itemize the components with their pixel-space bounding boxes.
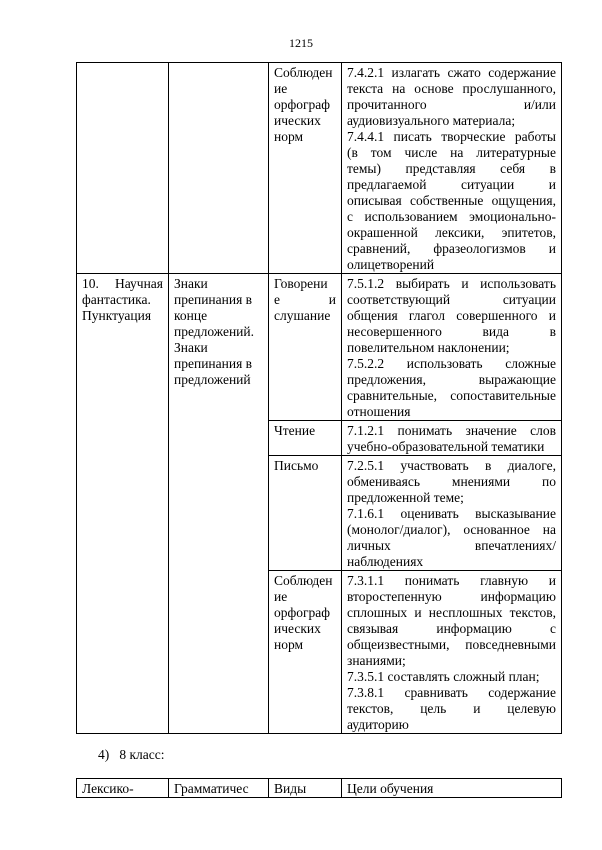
- objective-item: [347, 669, 556, 685]
- objective-line: знаниями;: [347, 653, 406, 668]
- objective-line: текстов, цель и целевую: [347, 701, 556, 716]
- activity-type-cell-line: Чтение: [274, 423, 316, 438]
- section-title: 8 класс:: [119, 747, 165, 762]
- objective-line: несовершенного вида в: [347, 324, 556, 339]
- activity-type-cell-line: орфограф: [274, 605, 331, 620]
- objective-line: общеизвестными, повседневными: [347, 637, 556, 652]
- grammar-cell-line: препинания в: [174, 356, 253, 371]
- topic-cell: [77, 63, 169, 274]
- header-grammar: Грамматичес: [169, 779, 269, 798]
- page-number: 1215: [289, 36, 313, 50]
- objective-item: [347, 423, 556, 455]
- objective-item: [347, 506, 556, 570]
- grammar-cell-line: Знаки: [174, 276, 208, 291]
- objective-line: 7.2.5.1 участвовать в диалоге,: [347, 458, 556, 473]
- table-row: [77, 63, 562, 274]
- objective-item: [347, 65, 556, 129]
- objective-line: личных впечатлениях/: [347, 538, 556, 553]
- objective-line: 7.3.8.1 сравнивать содержание: [347, 685, 556, 700]
- topic-cell: [77, 274, 169, 734]
- grammar-cell: [169, 274, 269, 734]
- objective-line: 7.5.1.2 выбирать и использовать: [347, 276, 556, 291]
- topic-cell-line: фантастика.: [82, 292, 151, 307]
- objective-line: темы) представляя себя в: [347, 161, 556, 176]
- header-activities: Виды: [269, 779, 342, 798]
- grammar-cell-line: конце: [174, 308, 208, 323]
- objective-line: повелительном наклонении;: [347, 340, 510, 355]
- activity-type-cell: [269, 421, 342, 456]
- activity-type-cell-line: ических: [274, 113, 321, 128]
- objective-line: сравнений, фразеологизмов и: [347, 241, 556, 256]
- objectives-cell: [342, 421, 562, 456]
- objective-line: описывая собственные ощущения,: [347, 193, 556, 208]
- objective-item: [347, 458, 556, 506]
- grade8-header-row: [77, 779, 562, 798]
- objective-line: аудиовизуального материала;: [347, 113, 516, 128]
- objective-line: связывая информацию с: [347, 621, 556, 636]
- objectives-cell: [342, 63, 562, 274]
- header-objectives: Цели обучения: [342, 779, 562, 798]
- objective-line: (монолог/диалог), основанное на: [347, 522, 556, 537]
- objective-line: второстепенную информацию: [347, 589, 556, 604]
- objectives-cell: [342, 274, 562, 421]
- activity-type-cell-line: ие: [274, 81, 288, 96]
- objective-item: [347, 276, 556, 356]
- objective-item: [347, 356, 556, 420]
- objective-line: олицетворений: [347, 257, 435, 272]
- grammar-cell: [169, 63, 269, 274]
- grammar-cell-line: предложений: [174, 372, 251, 387]
- section-heading: [98, 747, 165, 763]
- objective-line: наблюдениях: [347, 554, 424, 569]
- grammar-cell-line: предложений.: [174, 324, 254, 339]
- objective-line: аудиторию: [347, 717, 409, 732]
- objective-item: [347, 129, 556, 273]
- objective-line: 7.1.2.1 понимать значение слов: [347, 423, 556, 438]
- objective-line: 7.3.5.1 составлять сложный план;: [347, 669, 540, 684]
- curriculum-table: [76, 62, 562, 734]
- objective-line: (в том числе на литературные: [347, 145, 556, 160]
- objective-line: окрашенной лексики, эпитетов,: [347, 225, 556, 240]
- activity-type-cell-line: норм: [274, 637, 304, 652]
- objective-line: 7.5.2.2 использовать сложные: [347, 356, 556, 371]
- objective-line: с использованием эмоционально-: [347, 209, 556, 224]
- objective-line: соответствующий ситуации: [347, 292, 556, 307]
- activity-type-cell: [269, 456, 342, 571]
- objective-line: общения глагол совершенного и: [347, 308, 556, 323]
- header-lexical: Лексико-: [77, 779, 169, 798]
- topic-cell-line: Пунктуация: [82, 308, 152, 323]
- activity-type-cell-line: е и: [274, 292, 336, 307]
- grammar-cell-line: препинания в: [174, 292, 253, 307]
- objectives-cell: [342, 456, 562, 571]
- objective-line: отношения: [347, 404, 411, 419]
- activity-type-cell-line: норм: [274, 129, 304, 144]
- section-number: 4): [98, 747, 110, 762]
- activity-type-cell-line: Соблюден: [274, 65, 333, 80]
- grade8-table: [76, 778, 562, 798]
- objective-line: 7.1.6.1 оценивать высказывание: [347, 506, 556, 521]
- activity-type-cell: [269, 63, 342, 274]
- objective-line: 7.4.4.1 писать творческие работы: [347, 129, 556, 144]
- objective-line: сравнительные, сопоставительные: [347, 388, 556, 403]
- activity-type-cell: [269, 274, 342, 421]
- objective-item: [347, 573, 556, 669]
- objective-line: 7.4.2.1 излагать сжато содержание: [347, 65, 556, 80]
- table-row: [77, 274, 562, 421]
- activity-type-cell-line: Письмо: [274, 458, 319, 473]
- activity-type-cell-line: ических: [274, 621, 321, 636]
- objective-line: сплошных и несплошных текстов,: [347, 605, 556, 620]
- activity-type-cell-line: Говорени: [274, 276, 328, 291]
- activity-type-cell-line: ие: [274, 589, 288, 604]
- activity-type-cell-line: орфограф: [274, 97, 331, 112]
- objective-line: предложения, выражающие: [347, 372, 556, 387]
- objective-line: текста на основе прослушанного,: [347, 81, 556, 96]
- topic-cell-line: 10. Научная: [82, 276, 163, 291]
- activity-type-cell-line: Соблюден: [274, 573, 333, 588]
- objective-item: [347, 685, 556, 733]
- activity-type-cell-line: слушание: [274, 308, 331, 323]
- activity-type-cell: [269, 571, 342, 734]
- objective-line: учебно-образовательной тематики: [347, 439, 545, 454]
- objectives-cell: [342, 571, 562, 734]
- objective-line: прочитанного и/или: [347, 97, 556, 112]
- grammar-cell-line: Знаки: [174, 340, 208, 355]
- objective-line: 7.3.1.1 понимать главную и: [347, 573, 556, 588]
- objective-line: предложенной теме;: [347, 490, 464, 505]
- objective-line: предлагаемой ситуации и: [347, 177, 556, 192]
- objective-line: обмениваясь мнениями по: [347, 474, 556, 489]
